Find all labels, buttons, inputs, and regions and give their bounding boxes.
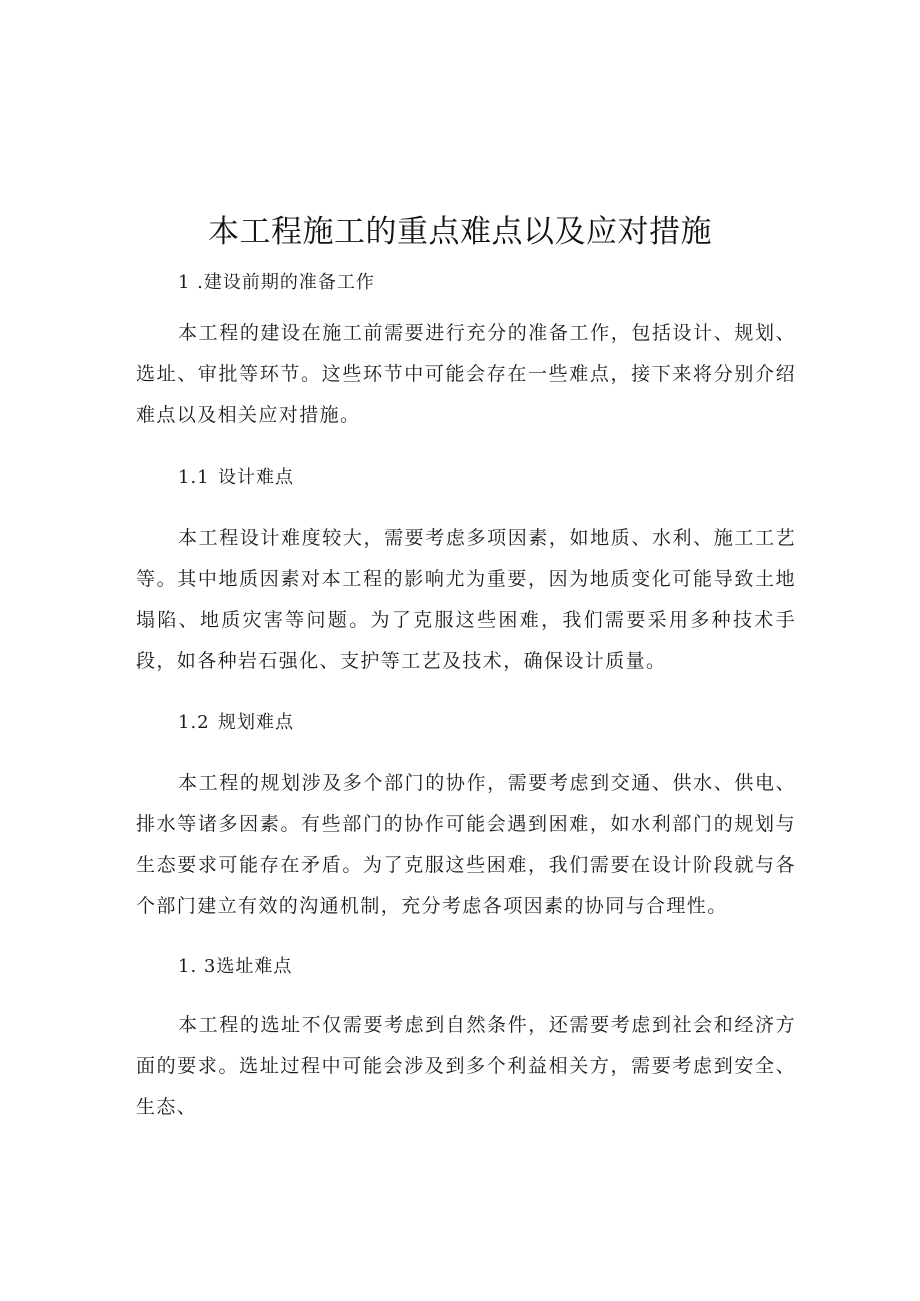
section-number: 1.2 [178, 712, 210, 733]
section-1-3-paragraph: 本工程的选址不仅需要考虑到自然条件，还需要考虑到社会和经济方面的要求。选址过程中可能会涉及到多个利益相关方，需要考虑到安全、生态、 [136, 1014, 796, 1118]
section-title: 规划难点 [218, 712, 294, 733]
document-title: 本工程施工的重点难点以及应对措施 [208, 214, 712, 250]
section-heading-1-1 [178, 465, 294, 491]
section-1-1-paragraph: 本工程设计难度较大，需要考虑多项因素，如地质、水利、施工工艺等。其中地质因素对本工程的影响尤为重要，因为地质变化可能导致土地塌陷、地质灾害等问题。为了克服这些困难，我们需要采用多种技术手段，如各种岩石强化、支护等工艺及技术，确保设计质量。 [136, 527, 796, 672]
section-heading-1-2 [178, 710, 294, 736]
section-heading-1: 1 .建设前期的准备工作 [178, 272, 375, 293]
section-1-2-paragraph: 本工程的规划涉及多个部门的协作，需要考虑到交通、供水、供电、排水等诸多因素。有些部门的协作可能会遇到困难，如水利部门的规划与生态要求可能存在矛盾。为了克服这些困难，我们需要在设计阶段就与各个部门建立有效的沟通机制，充分考虑各项因素的协同与合理性。 [136, 772, 796, 917]
section-heading-1-3: 1. 3选址难点 [178, 956, 293, 977]
section-number: 1.1 [178, 467, 210, 488]
section-1-paragraph: 本工程的建设在施工前需要进行充分的准备工作，包括设计、规划、选址、审批等环节。这些环节中可能会存在一些难点，接下来将分别介绍难点以及相关应对措施。 [136, 322, 796, 426]
section-title: 设计难点 [218, 467, 294, 488]
